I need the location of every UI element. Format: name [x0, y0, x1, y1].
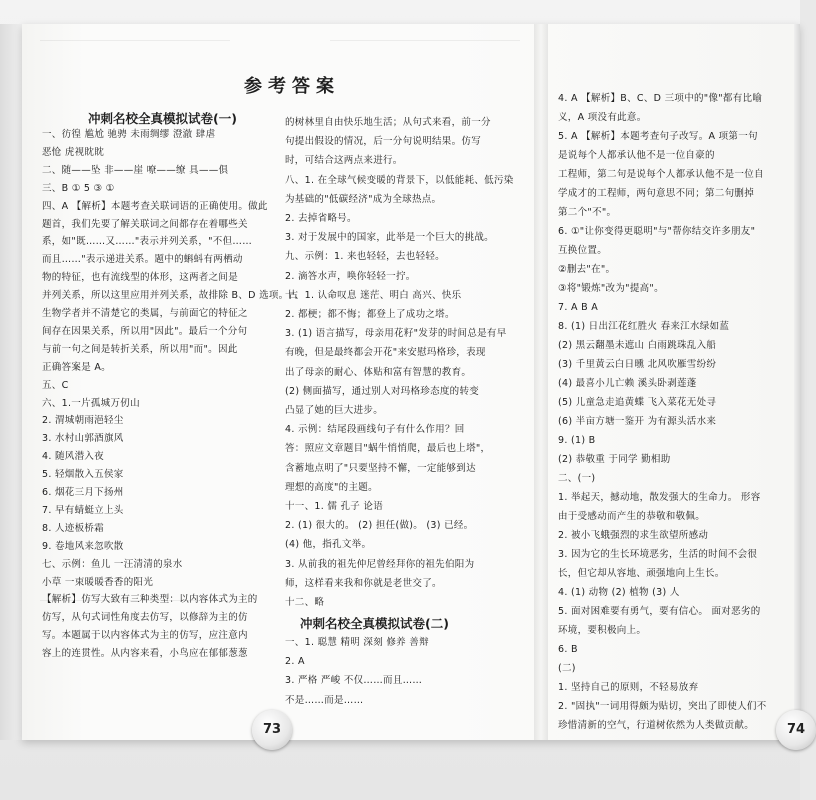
answer-line: 3. 从前我的祖先仲尼曾经拜你的祖先伯阳为	[285, 558, 475, 570]
page-number-left: 73	[252, 710, 292, 750]
exam2-title: 冲刺名校全真模拟试卷(二)	[300, 616, 449, 631]
answer-line: 而且……"表示递进关系。题中的蝌蚪有两栖动	[42, 254, 243, 266]
answer-line: (二)	[558, 663, 576, 674]
answer-line: 的树林里自由快乐地生活；从句式来看，前一分	[285, 117, 491, 128]
answer-line: 十、1. 认命叹息 迷茫、明白 高兴、快乐	[285, 289, 462, 301]
answer-line: 5. 轻烟散入五侯家	[42, 469, 124, 481]
answer-line: 工程师，第二句是说每个人都承认他不是一位自	[558, 169, 764, 180]
answer-line: 句提出假设的情况，后一分句说明结果。仿写	[285, 136, 482, 148]
answer-line: 5. A 【解析】本题考查句子改写。A 项第一句	[558, 131, 758, 142]
answer-line: 3. 因为它的生长环境恶劣，生活的时间不会很	[558, 549, 758, 560]
answer-line: 五、C	[42, 379, 69, 391]
answer-line: 4. 随风潜入夜	[42, 451, 104, 463]
answer-line: 八、1. 在全球气候变暖的背景下，以低能耗、低污染	[285, 174, 514, 186]
answer-line: 2. "固执"一词用得颇为贴切，突出了即使人们不	[558, 701, 767, 712]
answer-line: 生物学者并不清楚它的类属，与前面它的特征之	[42, 308, 248, 319]
answer-line: 8. 人迹板桥霜	[42, 522, 104, 534]
answer-line: 环境，要积极向上。	[558, 625, 647, 636]
answer-line: 物的特征，也有流线型的体形，这两者之间是	[42, 272, 239, 284]
answer-line: 2. 滴答水声，唤你轻轻一拧。	[285, 270, 416, 282]
answer-line: 2. 被小飞蛾强烈的求生欲望所感动	[558, 530, 709, 541]
answer-line: 2. 去掉省略号。	[285, 213, 357, 224]
answer-line: (2) 侧面描写，通过别人对玛格珍态度的转变	[285, 385, 480, 397]
answer-line: 写。本题属于以内容体式为主的仿写，应注意内	[42, 630, 248, 642]
answer-line: 2. A	[285, 656, 305, 668]
answer-line: 为基础的"低碳经济"成为全球热点。	[285, 193, 442, 205]
answer-line: 十二、略	[285, 597, 325, 608]
answer-line: 长，但它却从容地、顽强地向上生长。	[558, 568, 725, 579]
answer-line: 互换位置。	[558, 245, 608, 256]
answer-line: (2) 恭敬重 于同学 勤相助	[558, 454, 671, 465]
answer-line: 系，如"既……又……"表示并列关系，"不但……	[42, 236, 253, 248]
answer-line: 六、1.一片孤城万仞山	[42, 397, 140, 409]
answer-line: (6) 半亩方塘一鉴开 为有源头活水来	[558, 416, 717, 427]
book-spine	[534, 24, 548, 740]
answer-line: 2. 都梗；都不悔；都登上了成功之塔。	[285, 309, 455, 320]
answer-line: 1. 举起天，撼动地，散发强大的生命力。 形容	[558, 492, 761, 503]
answer-line: 6. 烟花三月下扬州	[42, 487, 124, 498]
page-number-right: 74	[776, 710, 816, 750]
answer-line: 理想的高度"的主题。	[285, 481, 378, 493]
answer-line: (5) 儿童急走追黄蝶 飞入菜花无处寻	[558, 397, 717, 408]
answer-line: 1. 坚持自己的原则，不轻易放弃	[558, 682, 699, 693]
answer-line: 不是……而是……	[285, 694, 364, 706]
answer-line: 4. 示例：结尾段画线句子有什么作用？回	[285, 424, 465, 436]
answer-line: 三、B ① 5 ③ ①	[42, 182, 115, 194]
answer-line: 2. (1) 很大的。 (2) 担任(做)。 (3) 已经。	[285, 520, 474, 532]
answer-line: 【解析】仿写大致有三种类型：以内容体式为主的	[42, 594, 258, 606]
answer-line: (3) 千里黄云白日曛 北风吹雁雪纷纷	[558, 359, 717, 370]
answer-line: 时，可结合这两点来进行。	[285, 155, 403, 167]
answer-line: 4. A 【解析】B、C、D 三项中的"像"都有比喻	[558, 93, 763, 104]
answer-line: 容上的连贯性。从内容来看，小鸟应在郁郁葱葱	[42, 648, 248, 660]
answer-line: 6. B	[558, 644, 578, 655]
answer-line: 含蓄地点明了"只要坚持不懈，一定能够到达	[285, 462, 476, 474]
bleed-through-line	[330, 40, 520, 41]
answer-line: 是说每个人都承认他不是一位自豪的	[558, 150, 715, 161]
answer-line: 7. 早有蜻蜓立上头	[42, 504, 124, 516]
answer-line: 9. (1) B	[558, 435, 596, 446]
answer-line: 答：照应文章题目"蜗牛悄悄爬，最后也上塔"，	[285, 443, 491, 455]
answer-line: 3. 严格 严峻 不仅……而且……	[285, 675, 423, 687]
answer-line: 正确答案是 A。	[42, 361, 111, 373]
answer-line: 5. 面对困难要有勇气，要有信心。 面对恶劣的	[558, 606, 761, 617]
answer-line: 由于受感动而产生的恭敬和敬佩。	[558, 511, 706, 522]
answer-line: (4) 最喜小儿亡赖 溪头卧剥莲蓬	[558, 378, 697, 389]
book-edge-right	[794, 24, 800, 740]
answer-line: 7. A B A	[558, 302, 599, 313]
answer-line: 2. 渭城朝雨浥轻尘	[42, 415, 124, 427]
answer-line: 4. (1) 动物 (2) 植物 (3) 人	[558, 587, 680, 598]
answer-line: 有晚，但是最终都会开花"来安慰玛格珍，表现	[285, 347, 486, 359]
answer-line: 师，这样看来我和你就是老世交了。	[285, 577, 442, 589]
answer-line: 3. (1) 语言描写，母亲用花籽"发芽的时间总是有早	[285, 328, 507, 340]
answer-line: 第二个"不"。	[558, 207, 617, 218]
answer-line: 8. (1) 日出江花红胜火 春来江水绿如蓝	[558, 321, 730, 332]
answer-line: 二、随——坠 非——崖 嘹——缭 具——俱	[42, 164, 229, 176]
answer-line: 四、A 【解析】本题考查关联词语的正确使用。做此	[42, 200, 268, 212]
exam1-title: 冲刺名校全真模拟试卷(一)	[88, 111, 237, 126]
answer-line: (2) 黑云翻墨未遮山 白雨跳珠乱入船	[558, 340, 717, 351]
answer-line: 二、(一)	[558, 473, 596, 484]
answer-line: (4) 他，指孔文举。	[285, 539, 372, 551]
page-title: 参考答案	[244, 76, 340, 97]
bleed-through-line	[40, 40, 230, 41]
answer-line: 6. ①"让你变得更聪明"与"帮你结交许多朋友"	[558, 226, 756, 237]
answer-line: 题首，我们先要了解关联词之间都存在着哪些关	[42, 218, 248, 230]
answer-line: 凸显了她的巨大进步。	[285, 405, 384, 416]
answer-line: 九、示例：1. 来也轻轻，去也轻轻。	[285, 251, 445, 263]
answer-line: 恶怆 虎视眈眈	[42, 146, 105, 158]
answer-line: 3. 对于发展中的国家，此举是一个巨大的挑战。	[285, 232, 494, 244]
answer-line: 并列关系，所以这里应用并列关系，故排除 B、D 选项。古	[42, 290, 299, 302]
answer-line: 一、彷徨 尴尬 驰骋 未雨绸缪 澄澈 肆虐	[42, 129, 216, 140]
answer-line: ③将"锻炼"改为"提高"。	[558, 283, 664, 294]
answer-line: 七、示例：鱼儿 一汪清清的泉水	[42, 558, 183, 570]
answer-line: 3. 水村山郭酒旗风	[42, 433, 124, 445]
answer-line: 十一、1. 儒 孔子 论语	[285, 501, 384, 512]
book-edge-left	[0, 24, 22, 740]
answer-line: 9. 卷地风来忽吹散	[42, 540, 124, 552]
answer-line: 小草 一束暖暖香香的阳光	[42, 576, 154, 588]
answer-line: 出了母亲的耐心、体贴和富有智慧的教育。	[285, 366, 472, 378]
answer-line: 一、1. 聪慧 精明 深刻 修养 善辩	[285, 637, 429, 648]
answer-line: 仿写，从句式词性角度去仿写，以修辞为主的仿	[42, 612, 248, 624]
answer-line: 义，A 项没有此意。	[558, 112, 647, 123]
answer-line: 与前一句之间是转折关系，所以用"而"。因此	[42, 343, 238, 355]
answer-line: 间存在因果关系，所以用"因此"。最后一个分句	[42, 325, 248, 337]
answer-line: ②删去"在"。	[558, 264, 616, 275]
answer-line: 珍惜清新的空气，行道树依然为人类做贡献。	[558, 720, 755, 731]
answer-line: 学成才的工程师，两句意思不同；第二句删掉	[558, 188, 755, 199]
